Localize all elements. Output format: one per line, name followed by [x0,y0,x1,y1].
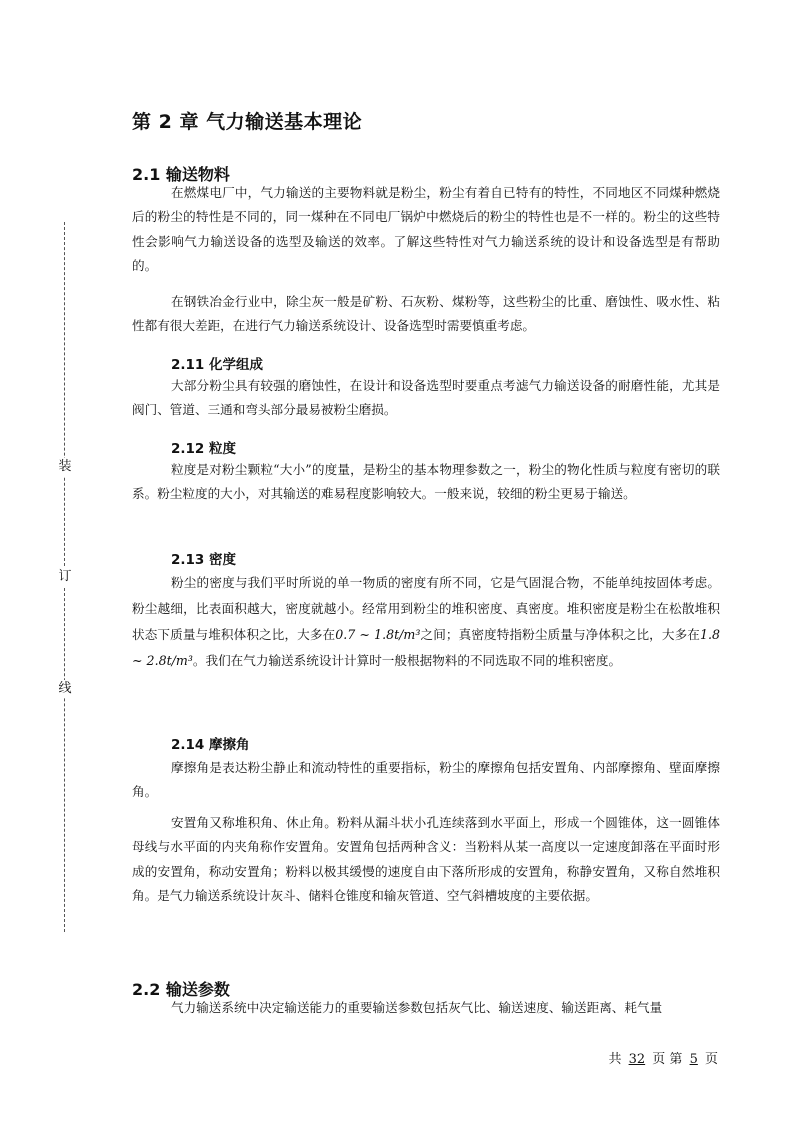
page-footer [608,1048,718,1067]
binding-line [58,222,79,932]
section-heading-2-11: 2.11 化学组成 [171,357,264,373]
paragraph-2-13 [132,570,720,674]
footer-page-suffix: 页 [704,1052,718,1067]
paragraph-2-14-b: 安置角又称堆积角、休止角。粉料从漏斗状小孔连续落到水平面上，形成一个圆锥体，这一圆锥体母线与水平面的内夹角称作安置角。安置角包括两种含义：当粉料从某一高度以一定速度卸落在平面时形成的安置角，称动安置角；粉料以极其缓慢的速度自由下落所形成的安置角，称静安置角，又称自然堆积角。是气力输送系统设计灰斗、储料仓锥度和输灰管道、空气斜槽坡度的主要依据。 [132,815,720,903]
section-heading-2-14: 2.14 摩擦角 [171,737,250,753]
section-heading-2-1: 2.1 输送物料 [132,165,230,184]
paragraph-2-1-a: 在燃煤电厂中，气力输送的主要物料就是粉尘，粉尘有着自已特有的特性，不同地区不同煤种燃烧后的粉尘的特性是不同的，同一煤种在不同电厂锅炉中燃烧后的粉尘的特性也是不一样的。粉尘的这些特性会影响气力输送设备的选型及输送的效率。了解这些特性对气力输送系统的设计和设备选型是有帮助的。 [132,185,720,273]
section-heading-2-12: 2.12 粒度 [171,441,237,457]
bulk-density-formula: 0.7 ~ 1.8t/m³ [335,627,421,642]
binding-mark-xian: 线 [58,681,72,696]
section-heading-2-13: 2.13 密度 [171,552,237,568]
density-text-b: 之间；真密度特指粉尘质量与净体积之比，大多在 [420,627,700,642]
paragraph-2-1-b: 在钢铁冶金行业中，除尘灰一般是矿粉、石灰粉、煤粉等，这些粉尘的比重、磨蚀性、吸水性、粘性都有很大差距，在进行气力输送系统设计、设备选型时需要慎重考虑。 [132,294,720,334]
current-page: 5 [689,1052,698,1067]
total-pages: 32 [628,1052,646,1067]
density-text-a: 粉尘的密度与我们平时所说的单一物质的密度有所不同，它是气固混合物，不能单纯按固体考虑。粉尘越细，比表面积越大，密度就越小。经常用到粉尘的堆积密度、真密度。堆积密度是粉尘在松散堆积状态下质量与堆积体积之比，大多在 [132,575,720,642]
footer-total-prefix: 共 [608,1052,622,1067]
paragraph-2-2: 气力输送系统中决定输送能力的重要输送参数包括灰气比、输送速度、输送距离、耗气量 [171,1000,663,1015]
paragraph-2-14-a: 摩擦角是表达粉尘静止和流动特性的重要指标，粉尘的摩擦角包括安置角、内部摩擦角、壁面摩擦角。 [132,760,720,800]
density-text-c: 。我们在气力输送系统设计计算时一般根据物料的不同选取不同的堆积密度。 [192,653,622,668]
paragraph-2-11: 大部分粉尘具有较强的磨蚀性，在设计和设备选型时要重点考滤气力输送设备的耐磨性能，尤其是阀门、管道、三通和弯头部分最易被粉尘磨损。 [132,378,720,418]
chapter-title: 第 2 章 气力输送基本理论 [132,111,363,133]
binding-mark-ding: 订 [58,569,72,584]
paragraph-2-12: 粒度是对粉尘颗粒“大小”的度量，是粉尘的基本物理参数之一，粉尘的物化性质与粒度有密切的联系。粉尘粒度的大小，对其输送的难易程度影响较大。一般来说，较细的粉尘更易于输送。 [132,462,720,502]
section-heading-2-2: 2.2 输送参数 [132,980,230,999]
binding-mark-zhuang: 装 [58,459,72,474]
true-density-formula: 1.8 ~ 2.8t/m³ [132,627,720,668]
footer-mid-text: 页 第 [652,1052,683,1067]
